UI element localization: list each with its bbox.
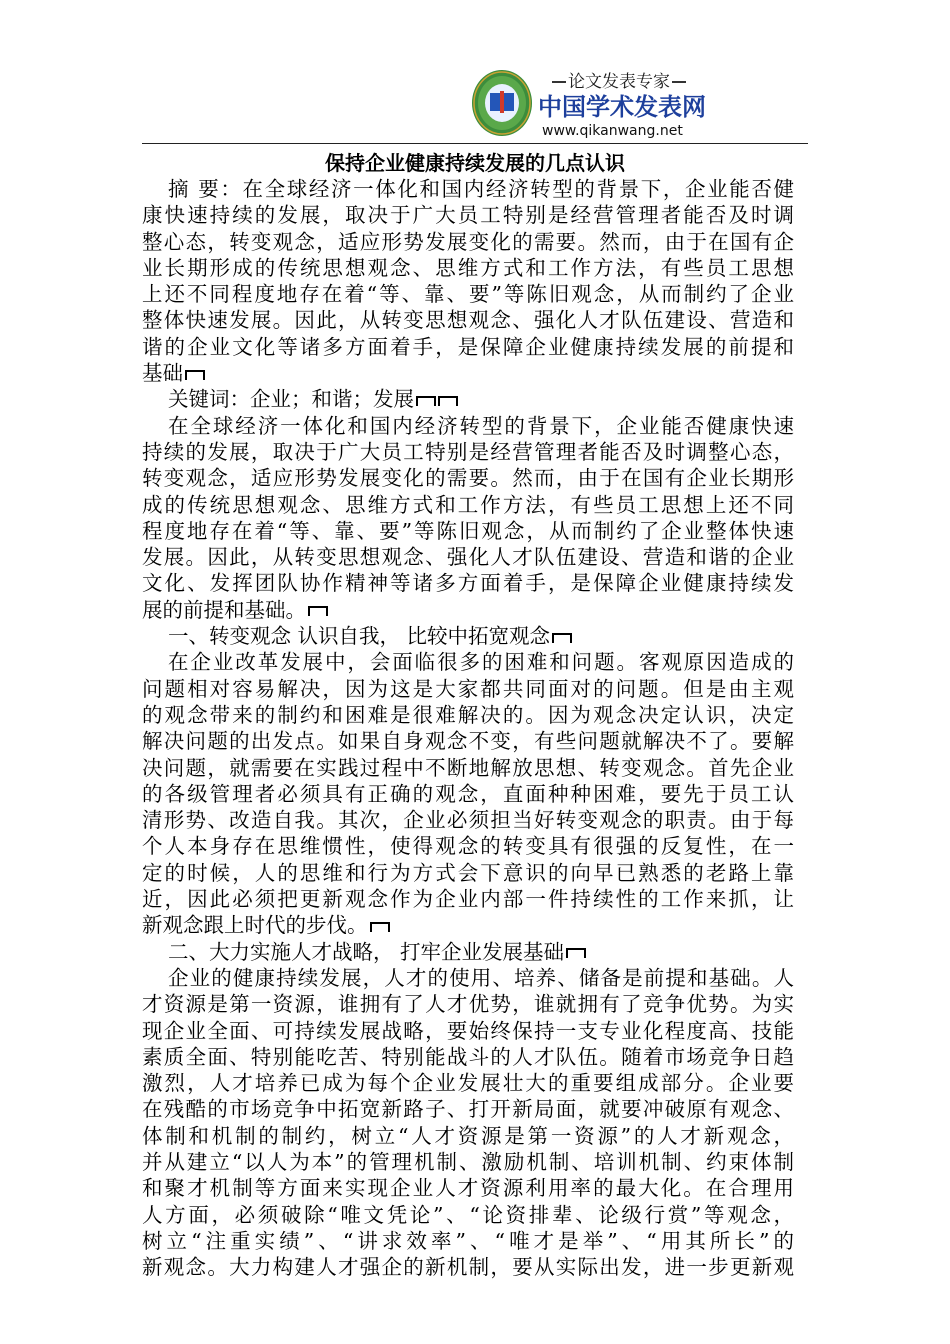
text-line-content: 在企业改革发展中，会面临很多的困难和问题。客观原因造成的 — [168, 650, 794, 675]
text-line — [142, 570, 794, 596]
text-line-content: 决问题，就需要在实践过程中不断地解放思想、转变观念。首先企业 — [142, 755, 794, 780]
text-line-content: 近，因此必须把更新观念作为企业内部一件持续性的工作来抓，让 — [142, 887, 794, 912]
text-line — [142, 1044, 794, 1070]
text-line — [142, 623, 794, 649]
text-line-content: 解决问题的出发点。如果自身观念不变，有些问题就解决不了。要解 — [142, 729, 794, 754]
paragraph-mark-icon — [416, 396, 436, 406]
text-line-content: 康快速持续的发展，取决于广大员工特别是经营管理者能否及时调 — [142, 203, 794, 228]
text-line-content: 个人本身存在思维惯性，使得观念的转变具有很强的反复性，在一 — [142, 834, 794, 859]
text-line-content: 摘 要：在全球经济一体化和国内经济转型的背景下，企业能否健 — [168, 177, 794, 201]
text-line — [142, 991, 794, 1017]
text-line-content: 的观念带来的制约和困难是很难解决的。因为观念决定认识，决定 — [142, 702, 794, 727]
text-line — [142, 702, 794, 728]
text-line — [142, 492, 794, 518]
text-line — [142, 255, 794, 281]
text-line-content: 在残酷的市场竞争中拓宽新路子、打开新局面，就要冲破原有观念、 — [142, 1097, 794, 1122]
text-line-content: 定的时候，人的思维和行为方式会下意识的向早已熟悉的老路上靠 — [142, 860, 794, 885]
text-line-content: 发展。因此，从转变思想观念、强化人才队伍建设、营造和谐的企业 — [142, 545, 794, 570]
text-line — [142, 334, 794, 360]
text-line — [142, 1096, 794, 1122]
text-line — [142, 518, 794, 544]
text-line — [142, 1018, 794, 1044]
paragraph-mark-icon — [185, 370, 205, 380]
text-line — [142, 912, 794, 938]
text-line — [142, 386, 794, 412]
document-title: 保持企业健康持续发展的几点认识 — [325, 151, 625, 175]
text-line-content: 素质全面、特别能吃苦、特别能战斗的人才队伍。随着市场竞争日趋 — [142, 1044, 794, 1069]
paragraph-mark-icon — [370, 922, 390, 932]
text-line — [142, 544, 794, 570]
text-line-content: 整体快速发展。因此，从转变思想观念、强化人才队伍建设、营造和 — [142, 308, 794, 333]
text-line — [142, 439, 794, 465]
text-line-content: 转变观念，适应形势发展变化的需要。然而，由于在国有企业长期形 — [142, 466, 794, 491]
logo-emblem-icon — [470, 68, 534, 138]
text-line-content: 新观念跟上时代的步伐。 — [142, 913, 368, 938]
header-rule — [142, 143, 808, 144]
paragraph-mark-icon — [438, 396, 458, 406]
text-line — [142, 413, 794, 439]
text-line-content: 上还不同程度地存在着“等、靠、要”等陈旧观念，从而制约了企业 — [142, 282, 794, 307]
banner-brand: 中国学术发表网 — [538, 93, 706, 121]
text-line-content: 文化、发挥团队协作精神等诸多方面着手，是保障企业健康持续发 — [142, 571, 794, 596]
text-line-content: 和聚才机制等方面来实现企业人才资源利用率的最大化。在合理用 — [142, 1176, 794, 1201]
text-line — [142, 1175, 794, 1201]
text-line-content: 新观念。大力构建人才强企的新机制，要从实际出发，进一步更新观 — [142, 1255, 794, 1280]
document-body — [142, 176, 794, 1280]
text-line — [142, 1149, 794, 1175]
text-line-content: 问题相对容易解决，因为这是大家都共同面对的问题。但是由主观 — [142, 676, 794, 701]
header-banner — [470, 68, 706, 140]
text-line — [142, 176, 794, 202]
text-line — [142, 307, 794, 333]
text-line — [142, 781, 794, 807]
text-line-content: 激烈，人才培养已成为每个企业发展壮大的重要组成部分。企业要 — [142, 1071, 794, 1096]
text-line — [142, 1202, 794, 1228]
text-line-content: 持续的发展，取决于广大员工特别是经营管理者能否及时调整心态， — [142, 439, 794, 464]
text-line-content: 才资源是第一资源，谁拥有了人才优势，谁就拥有了竞争优势。为实 — [142, 992, 794, 1017]
text-line-content: 人方面，必须破除“唯文凭论”、“论资排辈、论级行赏”等观念， — [142, 1202, 794, 1227]
text-line-content: 体制和机制的制约，树立“人才资源是第一资源”的人才新观念， — [142, 1123, 794, 1148]
text-line — [142, 229, 794, 255]
text-line-content: 业长期形成的传统思想观念、思维方式和工作方法，有些员工思想 — [142, 255, 794, 280]
text-line — [142, 833, 794, 859]
text-line — [142, 1254, 794, 1280]
text-line — [142, 886, 794, 912]
banner-url: www.qikanwang.net — [542, 123, 683, 139]
banner-tagline: 论文发表专家 — [540, 72, 698, 92]
text-line-content: 成的传统思想观念、思维方式和工作方法，有些员工思想上还不同 — [142, 492, 794, 517]
text-line — [142, 728, 794, 754]
text-line-content: 程度地存在着“等、靠、要”等陈旧观念，从而制约了企业整体快速 — [142, 518, 794, 543]
text-line-content: 并从建立“以人为本”的管理机制、激励机制、培训机制、约束体制 — [142, 1149, 794, 1174]
paragraph-mark-icon — [308, 606, 328, 616]
paragraph-mark-icon — [566, 948, 586, 958]
text-line — [142, 676, 794, 702]
text-line-content: 二、大力实施人才战略， 打牢企业发展基础 — [168, 939, 565, 964]
text-line — [142, 465, 794, 491]
text-line-content: 基础 — [142, 361, 183, 386]
text-line-content: 树立“注重实绩”、“讲求效率”、“唯才是举”、“用其所长”的 — [142, 1228, 794, 1253]
text-line-content: 的各级管理者必须具有正确的观念，直面种种困难，要先于员工认 — [142, 781, 794, 806]
text-line — [142, 1070, 794, 1096]
text-line-content: 在全球经济一体化和国内经济转型的背景下，企业能否健康快速 — [168, 413, 794, 438]
text-line — [142, 360, 794, 386]
text-line-content: 企业的健康持续发展，人才的使用、培养、储备是前提和基础。人 — [168, 965, 794, 990]
text-line — [142, 965, 794, 991]
text-line-content: 清形势、改造自我。其次，企业必须担当好转变观念的职责。由于每 — [142, 808, 794, 833]
text-line — [142, 649, 794, 675]
text-line — [142, 1123, 794, 1149]
text-line — [142, 202, 794, 228]
text-line — [142, 1228, 794, 1254]
text-line — [142, 939, 794, 965]
text-line — [142, 755, 794, 781]
text-line — [142, 281, 794, 307]
text-line-content: 谐的企业文化等诸多方面着手，是保障企业健康持续发展的前提和 — [142, 334, 794, 359]
text-line-content: 现企业全面、可持续发展战略，要始终保持一支专业化程度高、技能 — [142, 1018, 794, 1043]
text-line — [142, 597, 794, 623]
text-line — [142, 860, 794, 886]
text-line-content: 整心态，转变观念，适应形势发展变化的需要。然而，由于在国有企 — [142, 229, 794, 254]
text-line — [142, 807, 794, 833]
text-line-content: 一、转变观念 认识自我， 比较中拓宽观念 — [168, 624, 551, 649]
text-line-content: 展的前提和基础。 — [142, 597, 306, 622]
text-line-content: 关键词：企业；和谐；发展 — [168, 387, 414, 412]
paragraph-mark-icon — [552, 633, 572, 643]
